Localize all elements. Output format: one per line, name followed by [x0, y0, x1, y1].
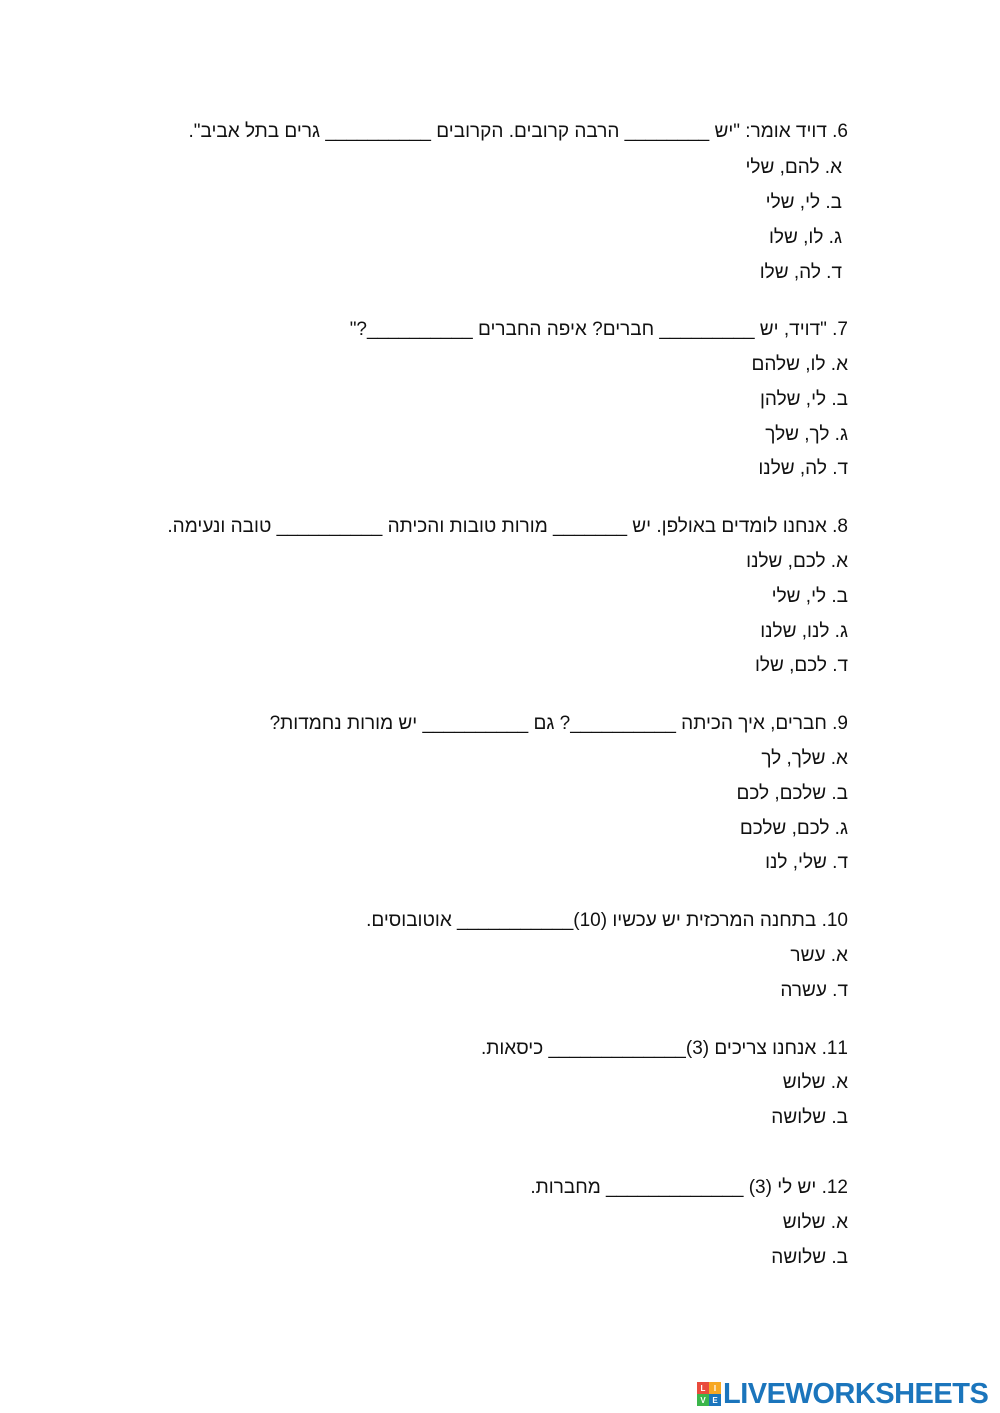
option-12a[interactable]: א. שלוש	[782, 1212, 848, 1233]
option-9c[interactable]: ג. לכם, שלכם	[739, 818, 848, 839]
question-7: 7. "דויד, יש _________ חברים? איפה החברים __________?"	[349, 319, 848, 340]
option-10a[interactable]: א. עשר	[790, 945, 848, 966]
option-8d[interactable]: ד. לכם, שלו	[754, 655, 848, 676]
option-8b[interactable]: ב. לי, שלי	[771, 586, 848, 607]
logo-badge-letter-e: E	[709, 1394, 721, 1406]
option-7a[interactable]: א. לו, שלהם	[751, 354, 848, 375]
question-6: 6. דויד אומר: "יש ________ הרבה קרובים. הקרובים __________ גרים בתל אביב".	[188, 121, 848, 142]
logo-badge-letter-i: I	[709, 1382, 721, 1394]
question-9: 9. חברים, איך הכיתה __________? גם __________ יש מורות נחמדות?	[269, 713, 848, 734]
option-10d[interactable]: ד. עשרה	[780, 980, 848, 1001]
question-12: 12. יש לי (3) _____________ מחברות.	[530, 1177, 848, 1198]
question-11: 11. אנחנו צריכים (3)_____________ כיסאות.	[480, 1038, 848, 1059]
option-7b[interactable]: ב. לי, שלהן	[759, 389, 848, 410]
option-7d[interactable]: ד. לה, שלנו	[758, 458, 848, 479]
option-8a[interactable]: א. לכם, שלנו	[746, 551, 848, 572]
option-11a[interactable]: א. שלוש	[782, 1072, 848, 1093]
logo-badge-letter-l: L	[697, 1382, 709, 1394]
logo-badge-letter-v: V	[697, 1394, 709, 1406]
question-10: 10. בתחנה המרכזית יש עכשיו (10)___________ אוטובוסים.	[366, 910, 848, 931]
liveworksheets-logo	[697, 1378, 988, 1410]
option-9d[interactable]: ד. שלי, לנו	[765, 852, 848, 873]
logo-text: LIVEWORKSHEETS	[723, 1377, 989, 1410]
option-6c[interactable]: ג. לו, שלו	[768, 227, 842, 248]
option-8c[interactable]: ג. לנו, שלנו	[760, 621, 848, 642]
option-12b[interactable]: ב. שלושה	[771, 1247, 848, 1268]
option-6d[interactable]: ד. לה, שלו	[759, 262, 842, 283]
question-8: 8. אנחנו לומדים באולפן. יש _______ מורות טובות והכיתה __________ טובה ונעימה.	[167, 516, 848, 537]
option-6a[interactable]: א. להם, שלי	[745, 157, 842, 178]
option-11b[interactable]: ב. שלושה	[771, 1107, 848, 1128]
option-9a[interactable]: א. שלך, לך	[761, 748, 848, 769]
option-9b[interactable]: ב. שלכם, לכם	[736, 783, 848, 804]
option-6b[interactable]: ב. לי, שלי	[765, 192, 842, 213]
logo-badge-icon	[697, 1382, 721, 1406]
option-7c[interactable]: ג. לך, שלך	[765, 424, 848, 445]
